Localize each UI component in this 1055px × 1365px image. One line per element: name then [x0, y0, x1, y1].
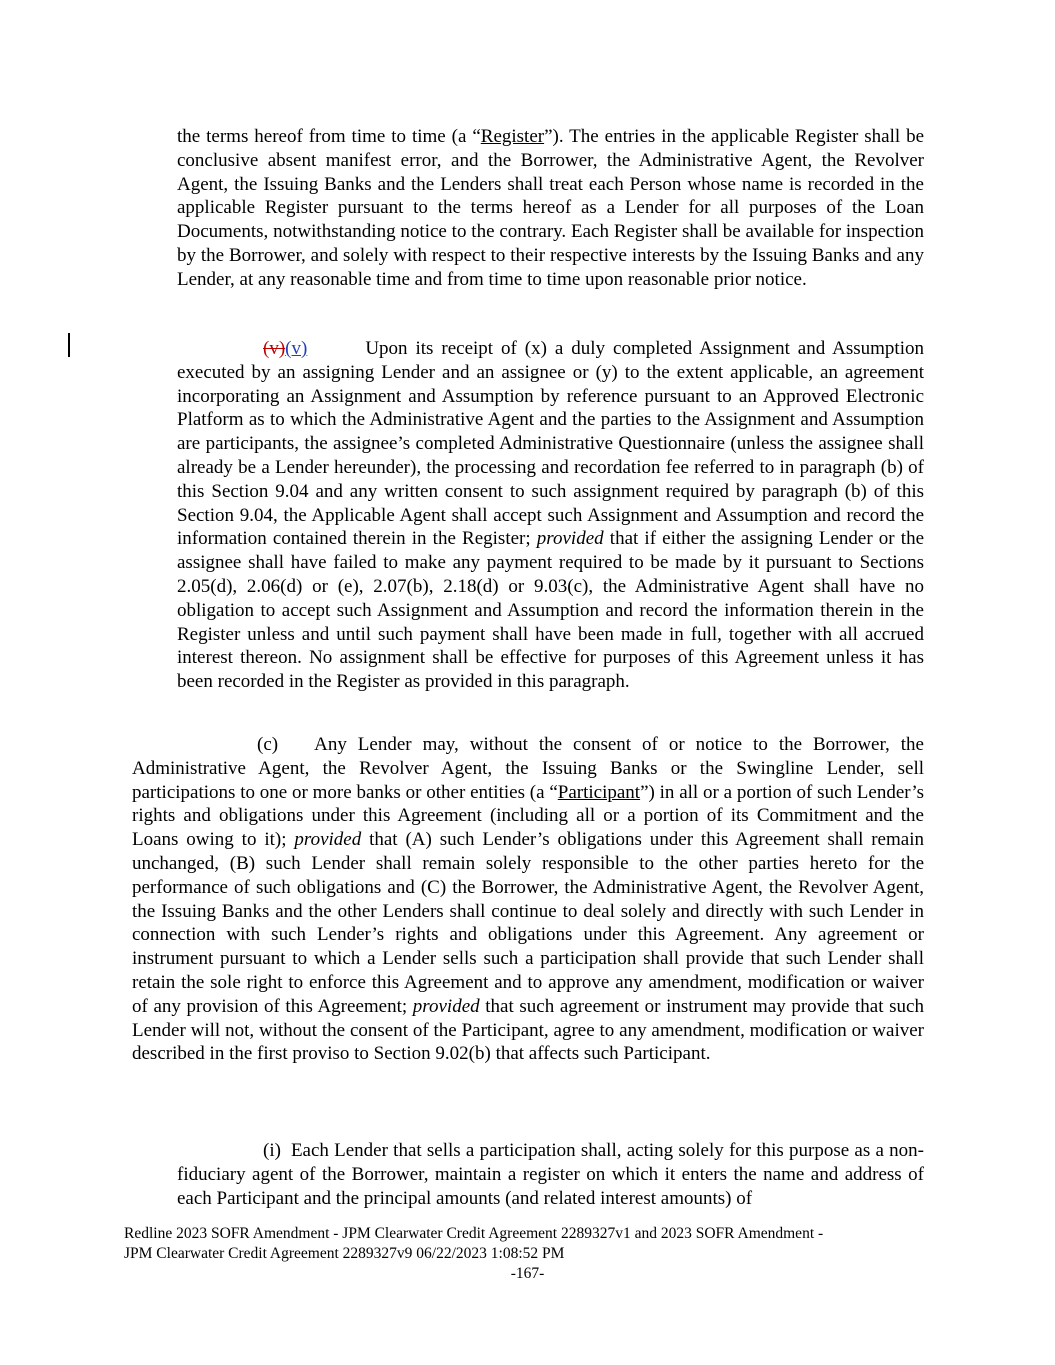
page-number: -167-: [510, 1265, 545, 1282]
revision-change-bar: [68, 333, 70, 357]
deleted-marker: (v): [263, 338, 286, 359]
register-text-1: the terms hereof from time to time (a “: [177, 126, 481, 147]
paragraph-c-text-2: ”) in all or a portion of such Lender’s rights and obligations under this Agreement (including all or a portion of its Commitment and the Loans owing to it);: [132, 781, 924, 851]
defined-term-register: Register: [480, 126, 545, 147]
paragraph-i-text-1: Each Lender that sells a participation shall, acting solely for this purpose as a non-fiduciary agent of the Borrower, maintain a register on which it enters the name and address of each Participant and the principal amounts (and related interest amounts) of: [177, 1140, 924, 1209]
paragraph-i: [177, 1139, 924, 1210]
paragraph-c-text-4: that such agreement or instrument may provide that such Lender will not, without the consent of the Participant, agree to any amendment, modification or waiver described in the first proviso to Section 9.02(b) that affects such Participant.: [132, 995, 924, 1065]
paragraph-c-text-1: Any Lender may, without the consent of or notice to the Borrower, the Administrative Agent, the Revolver Agent, the Issuing Banks or the Swingline Lender, sell participations to one or more banks or other entities (a “: [132, 734, 924, 803]
paragraph-i-marker: (i): [263, 1140, 281, 1161]
paragraph-v-text-2: that if either the assigning Lender or the assignee shall have failed to make any payment required to be made by it pursuant to Sections 2.05(d), 2.06(d) or (e), 2.07(b), 2.18(d) or 9.03(c), the Administrative Agent shall have no obligation to accept such Assignment and Assumption and record the information therein in the Register unless and until such payment shall have been made in full, together with all accrued interest thereon. No assignment shall be effective for purposes of this Agreement unless it has been recorded in the Register as provided in this paragraph.: [177, 528, 924, 693]
paragraph-register-continuation: [177, 125, 924, 292]
paragraph-v: [177, 337, 924, 694]
inserted-marker: (v): [285, 338, 308, 359]
document-footer: [124, 1224, 924, 1263]
proviso-italic-1: provided: [294, 829, 362, 851]
register-text-2: ”). The entries in the applicable Register shall be conclusive absent manifest error, and the Borrower, the Administrative Agent, the Revolver Agent, the Issuing Banks and the Lenders shall treat each Person whose name is recorded in the applicable Register pursuant to the terms hereof as a Lender for all purposes of the Loan Documents, notwithstanding notice to the contrary. Each Register shall be available for inspection by the Borrower, and solely with respect to their respective interests by the Issuing Banks and any Lender, at any reasonable time and from time to time upon reasonable prior notice.: [177, 126, 925, 290]
paragraph-c-marker: (c): [257, 734, 279, 755]
paragraph-c: [132, 733, 924, 1066]
footer-line-1: Redline 2023 SOFR Amendment - JPM Clearwater Credit Agreement 2289327v1 and 2023 SOFR Amendment -: [124, 1225, 824, 1242]
paragraph-c-text-3: that (A) such Lender’s obligations under this Agreement shall remain unchanged, (B) such Lender shall remain solely responsible to the other parties hereto for the performance of such obligations and (C) the Borrower, the Administrative Agent, the Revolver Agent, the Issuing Banks and the other Lenders shall continue to deal solely and directly with such Lender in connection with such Lender’s rights and obligations under this Agreement. Any agreement or instrument pursuant to which a Lender sells such a participation shall provide that such Lender shall retain the sole right to enforce this Agreement and to approve any amendment, modification or waiver of any provision of this Agreement;: [132, 829, 924, 1017]
proviso-italic: provided: [536, 528, 604, 550]
proviso-italic-2: provided: [412, 995, 480, 1017]
footer-line-2: JPM Clearwater Credit Agreement 2289327v9 06/22/2023 1:08:52 PM: [124, 1244, 565, 1262]
paragraph-v-text-1: Upon its receipt of (x) a duly completed Assignment and Assumption executed by an assigning Lender and an assignee or (y) to the extent applicable, an agreement incorporating an Assignment and Assumption by reference pursuant to an Approved Electronic Platform as to which the Administrative Agent and the parties to the Assignment and Assumption are participants, the assignee’s completed Administrative Questionnaire (unless the assignee shall already be a Lender hereunder), the processing and recordation fee referred to in paragraph (b) of this Section 9.04 and any written consent to such assignment required by paragraph (b) of this Section 9.04, the Applicable Agent shall accept such Assignment and Assumption and record the information contained therein in the Register;: [177, 338, 924, 550]
defined-term-participant: Participant: [557, 781, 641, 803]
